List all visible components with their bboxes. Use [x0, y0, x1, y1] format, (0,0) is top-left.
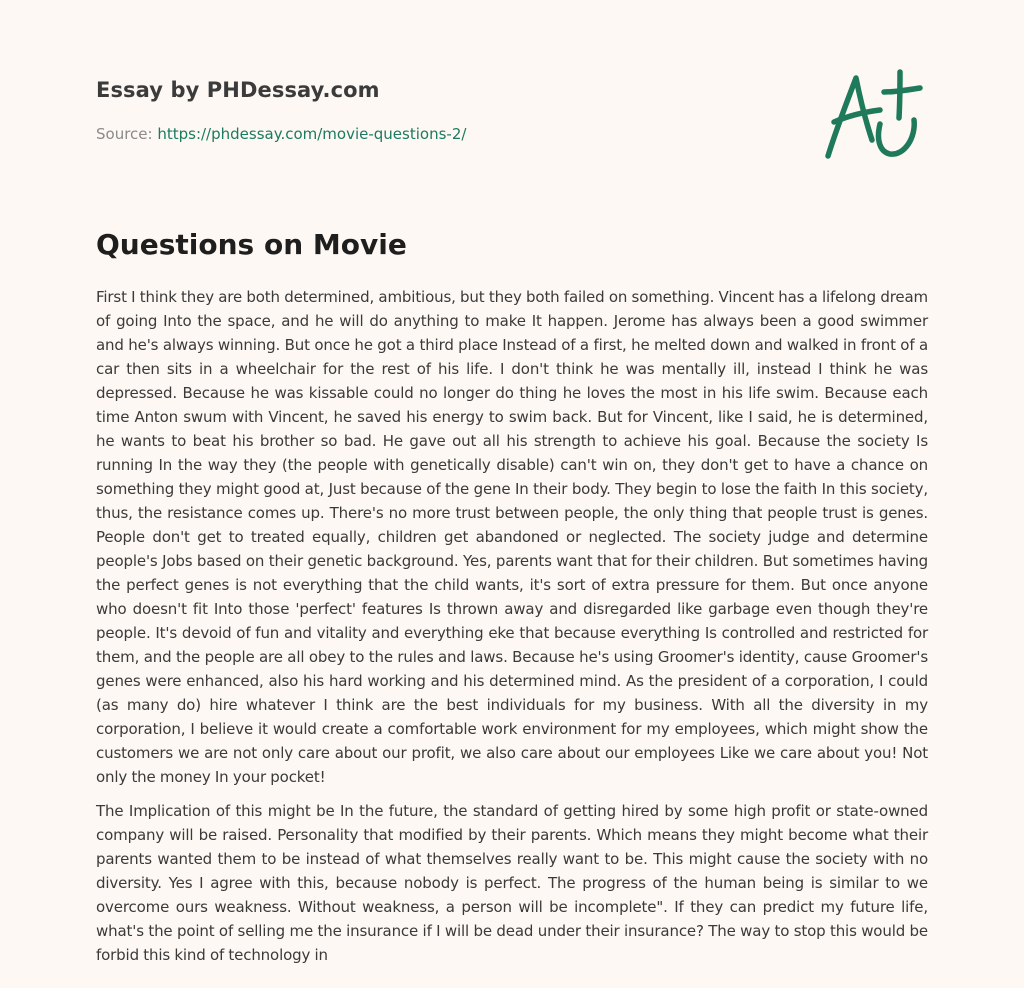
source-line	[96, 124, 466, 144]
essay-body	[96, 285, 928, 977]
essay-title: Questions on Movie	[96, 228, 407, 261]
source-link[interactable]: https://phdessay.com/movie-questions-2/	[157, 125, 467, 143]
essay-paragraph-1: First I think they are both determined, ambitious, but they both failed on something. Vincent has a lifelong dream of going Into the space, and he will do anything to make It happen. Jerome has always been a good swimmer and he's always winning. But once he got a third place Instead of a first, he melted down and walked in front of a car then sits in a wheelchair for the rest of his life. I don't think he was mentally ill, instead I think he was depressed. Because he was kissable could no longer do thing he loves the most in his life swim. Because each time Anton swum with Vincent, he saved his energy to swim back. But for Vincent, like I said, he is determined, he wants to beat his brother so bad. He gave out all his strength to achieve his goal. Because the society Is running In the way they (the people with genetically disable) can't win on, they don't get to have a chance on something they might good at, Just because of the gene In their body. They begin to lose the faith In this society, thus, the resistance comes up. There's no more trust between people, the only thing that people trust is genes. People don't get to treated equally, children get abandoned or neglected. The society judge and determine people's Jobs based on their genetic background. Yes, parents want that for their children. But sometimes having the perfect genes is not everything that the child wants, it's sort of extra pressure for them. But once anyone who doesn't fit Into those 'perfect' features Is thrown away and disregarded like garbage even though they're people. It's devoid of fun and vitality and everything eke that because everything Is controlled and restricted for them, and the people are all obey to the rules and laws. Because he's using Groomer's identity, cause Groomer's genes were enhanced, also his hard working and his determined mind. As the president of a corporation, I could (as many do) hire whatever I think are the best individuals for my business. With all the diversity in my corporation, I believe it would create a comfortable work environment for my employees, which might show the customers we are not only care about our profit, we also care about our employees Like we care about you! Not only the money In your pocket!	[96, 288, 928, 786]
essay-paragraph-2: The Implication of this might be In the future, the standard of getting hired by some high profit or state-owned company will be raised. Personality that modified by their parents. Which means they might become what their parents wanted them to be instead of what themselves really want to be. This might cause the society with no diversity. Yes I agree with this, because nobody is perfect. The progress of the human being is similar to we overcome ours weakness. Without weakness, a person will be incomplete". If they can predict my future life, what's the point of selling me the insurance if I will be dead under their insurance? The way to stop this would be forbid this kind of technology in	[96, 802, 928, 964]
source-label: Source:	[96, 125, 158, 143]
essay-page	[96, 0, 928, 988]
a-plus-grade-icon	[822, 64, 926, 168]
site-brand: Essay by PHDessay.com	[96, 78, 380, 102]
